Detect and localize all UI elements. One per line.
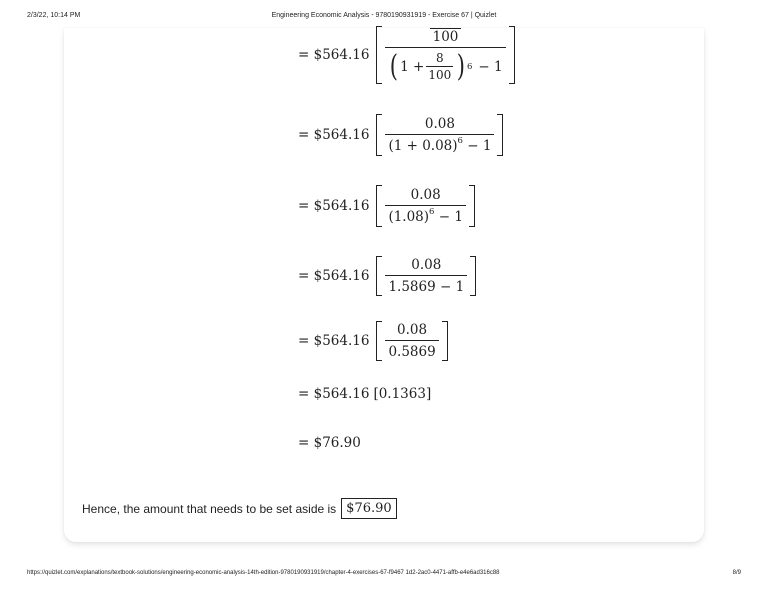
right-bracket — [497, 114, 503, 156]
equation-result: = $76.90 — [298, 435, 361, 451]
left-bracket — [376, 26, 382, 84]
denominator-base: (1 + 0.08) — [388, 138, 458, 154]
print-header — [0, 12, 768, 26]
bracket-group — [376, 114, 503, 156]
fraction-denominator — [385, 134, 494, 154]
equation-lhs: = $564.16 — [298, 386, 370, 402]
equation-step-6 — [298, 386, 431, 402]
final-answer-box: $76.90 — [341, 498, 397, 519]
print-page-number: 8/9 — [732, 570, 741, 576]
equation-lhs: = $564.16 — [298, 268, 370, 284]
fraction-numerator: 0.08 — [411, 257, 442, 273]
equation-step-3 — [298, 185, 475, 227]
denominator-tail: − 1 — [434, 209, 463, 225]
left-bracket — [376, 256, 382, 296]
equation-lhs: = $564.16 — [298, 333, 370, 349]
inner-one: 1 + — [400, 58, 425, 75]
exponent: 6 — [457, 136, 463, 146]
fraction-numerator: 0.08 — [397, 322, 428, 338]
equation-lhs: = $564.16 — [298, 198, 370, 214]
bracket-group — [376, 321, 447, 361]
fraction — [385, 28, 505, 82]
print-page-title: Engineering Economic Analysis - 9780190931919 - Exercise 67 | Quizlet — [271, 12, 497, 19]
bracket-group — [376, 26, 514, 84]
bracket-group — [376, 256, 476, 296]
bracket-group — [376, 185, 475, 227]
exponent: 6 — [429, 207, 435, 217]
minus-one: − 1 — [478, 58, 503, 75]
right-bracket — [469, 185, 475, 227]
close-paren: ) — [457, 48, 466, 84]
equation-step-5 — [298, 321, 448, 361]
left-bracket — [376, 114, 382, 156]
print-footer — [0, 570, 768, 582]
inner-fraction-denominator: 100 — [428, 68, 452, 82]
denominator-tail: − 1 — [462, 138, 492, 154]
fraction-denominator: 0.5869 — [385, 340, 438, 360]
paren-group: ( 1 + $\frac{8}{100}$ ) 6 − 1 — [390, 48, 503, 84]
right-bracket — [470, 256, 476, 296]
equation-value: [0.1363] — [373, 386, 432, 402]
left-bracket — [376, 185, 382, 227]
fraction-denominator: 1.5869 − 1 — [385, 275, 467, 295]
denominator-base: (1.08) — [388, 209, 430, 225]
equation-lhs: = $564.16 — [298, 47, 370, 63]
conclusion-text: Hence, the amount that needs to be set aside is — [82, 501, 337, 516]
fraction-numerator: 0.08 — [410, 187, 441, 203]
print-datetime: 2/3/22, 10:14 PM — [27, 12, 81, 19]
fraction — [385, 187, 466, 225]
fraction-denominator — [385, 205, 466, 225]
equation-step-7 — [298, 435, 361, 451]
equation-step-4 — [298, 256, 476, 296]
conclusion — [82, 498, 397, 519]
solution-card — [64, 28, 704, 542]
fraction — [385, 257, 467, 295]
equation-step-2 — [298, 114, 503, 156]
open-paren: ( — [390, 48, 399, 84]
left-bracket — [376, 321, 382, 361]
fraction — [385, 322, 438, 360]
fraction-numerator: 100 — [430, 28, 462, 47]
print-url: https://quizlet.com/explanations/textbook-solutions/engineering-economic-analysis-14th-edition-9780190931919/chapter-4-exercises-67-f9467 1d2-2ac0-4471-affb-e4e6ad316c88 — [27, 570, 500, 576]
fraction — [385, 116, 494, 154]
inner-fraction-numerator: 8 — [435, 51, 444, 65]
right-bracket — [442, 321, 448, 361]
equation-step-1 — [298, 26, 515, 84]
fraction-numerator: 0.08 — [424, 116, 455, 132]
right-bracket — [509, 26, 515, 84]
equation-lhs: = $564.16 — [298, 127, 370, 143]
fraction-denominator — [385, 47, 505, 82]
inner-fraction — [426, 51, 453, 82]
